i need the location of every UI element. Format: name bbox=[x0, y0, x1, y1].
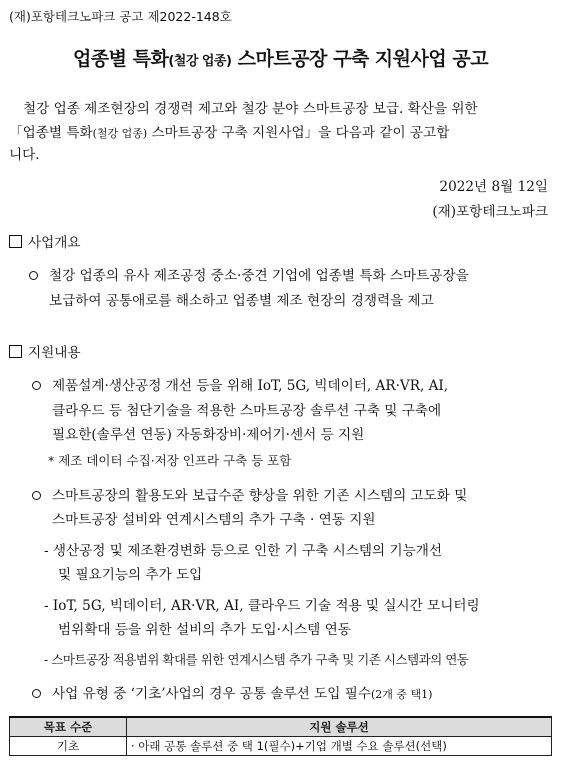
target-level-table bbox=[9, 716, 552, 756]
support-detail-2-line-1: - IoT, 5G, 빅데이터, AR·VR, AI, 클라우드 기술 적용 및 실시간 모니터링 bbox=[44, 598, 480, 614]
support-bullet-1-line-1: 제품설계·생산공정 개선 등을 위해 IoT, 5G, 빅데이터, AR·VR, AI, bbox=[52, 378, 449, 394]
section-heading-overview-label: 사업개요 bbox=[28, 235, 81, 251]
title-subtitle: (철강 업종) bbox=[168, 54, 232, 69]
title-main-start: 업종별 특화 bbox=[72, 48, 169, 70]
section-heading-support-label: 지원내용 bbox=[28, 345, 81, 361]
intro-line-2a: 「업종별 특화 bbox=[9, 125, 93, 141]
overview-bullet-line-2: 보급하여 공통애로를 해소하고 업종별 제조 현장의 경쟁력을 제고 bbox=[49, 293, 434, 309]
checkbox-square-icon bbox=[9, 345, 22, 358]
circle-bullet-icon bbox=[32, 491, 41, 500]
support-bullet-3 bbox=[52, 682, 432, 702]
circle-bullet-icon bbox=[32, 689, 41, 698]
table-cell-level: 기초 bbox=[10, 737, 127, 756]
table-header-row bbox=[10, 717, 552, 737]
intro-line-2 bbox=[9, 120, 449, 147]
support-bullet-1-note: * 제조 데이터 수집·저장 인프라 구축 등 포함 bbox=[48, 453, 292, 468]
table-header-support-solution: 지원 솔루션 bbox=[127, 717, 552, 737]
support-bullet-3-main: 사업 유형 중 ‘기초’사업의 경우 공통 솔루션 도입 필수 bbox=[52, 686, 371, 702]
announcement-date: 2022년 8월 12일 bbox=[439, 179, 548, 195]
circle-bullet-icon bbox=[29, 271, 38, 280]
intro-line-2b: 스마트공장 구축 지원사업」을 다음과 같이 공고합 bbox=[147, 125, 450, 141]
organization-name: (재)포항테크노파크 bbox=[432, 204, 548, 220]
support-bullet-1-line-2: 클라우드 등 첨단기술을 적용한 스마트공장 솔루션 구축 및 구축에 bbox=[52, 403, 442, 419]
intro-line-1: 철강 업종 제조현장의 경쟁력 제고와 철강 분야 스마트공장 보급. 확산을 위한 bbox=[23, 101, 478, 117]
checkbox-square-icon bbox=[9, 235, 22, 248]
support-detail-1-line-1: - 생산공정 및 제조환경변화 등으로 인한 기 구축 시스템의 기능개선 bbox=[44, 543, 443, 559]
overview-bullet-line-1: 철강 업종의 유사 제조공정 중소·중견 기업에 업종별 특화 스마트공장을 bbox=[49, 268, 469, 284]
support-detail-1-line-2: 및 필요기능의 추가 도입 bbox=[58, 567, 203, 583]
support-bullet-1-line-3: 필요한(솔루션 연동) 자동화장비·제어기·센서 등 지원 bbox=[52, 427, 365, 443]
section-heading-overview bbox=[9, 231, 81, 251]
intro-line-2-small: (철강 업종) bbox=[92, 127, 148, 140]
table-row bbox=[10, 737, 552, 756]
title-main-end: 스마트공장 구축 지원사업 공고 bbox=[231, 48, 489, 70]
intro-line-3: 니다. bbox=[9, 147, 40, 163]
section-heading-support bbox=[9, 341, 81, 361]
table-header-target-level: 목표 수준 bbox=[10, 717, 127, 737]
support-bullet-2-line-1: 스마트공장의 활용도와 보급수준 향상을 위한 기존 시스템의 고도화 및 bbox=[52, 488, 468, 504]
page-title bbox=[0, 44, 561, 71]
circle-bullet-icon bbox=[32, 381, 41, 390]
support-bullet-2-line-2: 스마트공장 설비와 연계시스템의 추가 구축 · 연동 지원 bbox=[52, 512, 376, 528]
support-detail-2-line-2: 범위확대 등을 위한 설비의 추가 도입·시스템 연동 bbox=[58, 622, 351, 638]
document-number: (재)포항테크노파크 공고 제2022-148호 bbox=[9, 9, 232, 24]
support-detail-3-line-1: - 스마트공장 적용범위 확대를 위한 연계시스템 추가 구축 및 기존 시스템과의 연동 bbox=[44, 652, 469, 667]
support-bullet-3-small: (2개 중 택1) bbox=[370, 688, 433, 701]
table-cell-solution: · 아래 공통 솔루션 중 택 1(필수)+기업 개별 수요 솔루션(선택) bbox=[127, 737, 552, 756]
